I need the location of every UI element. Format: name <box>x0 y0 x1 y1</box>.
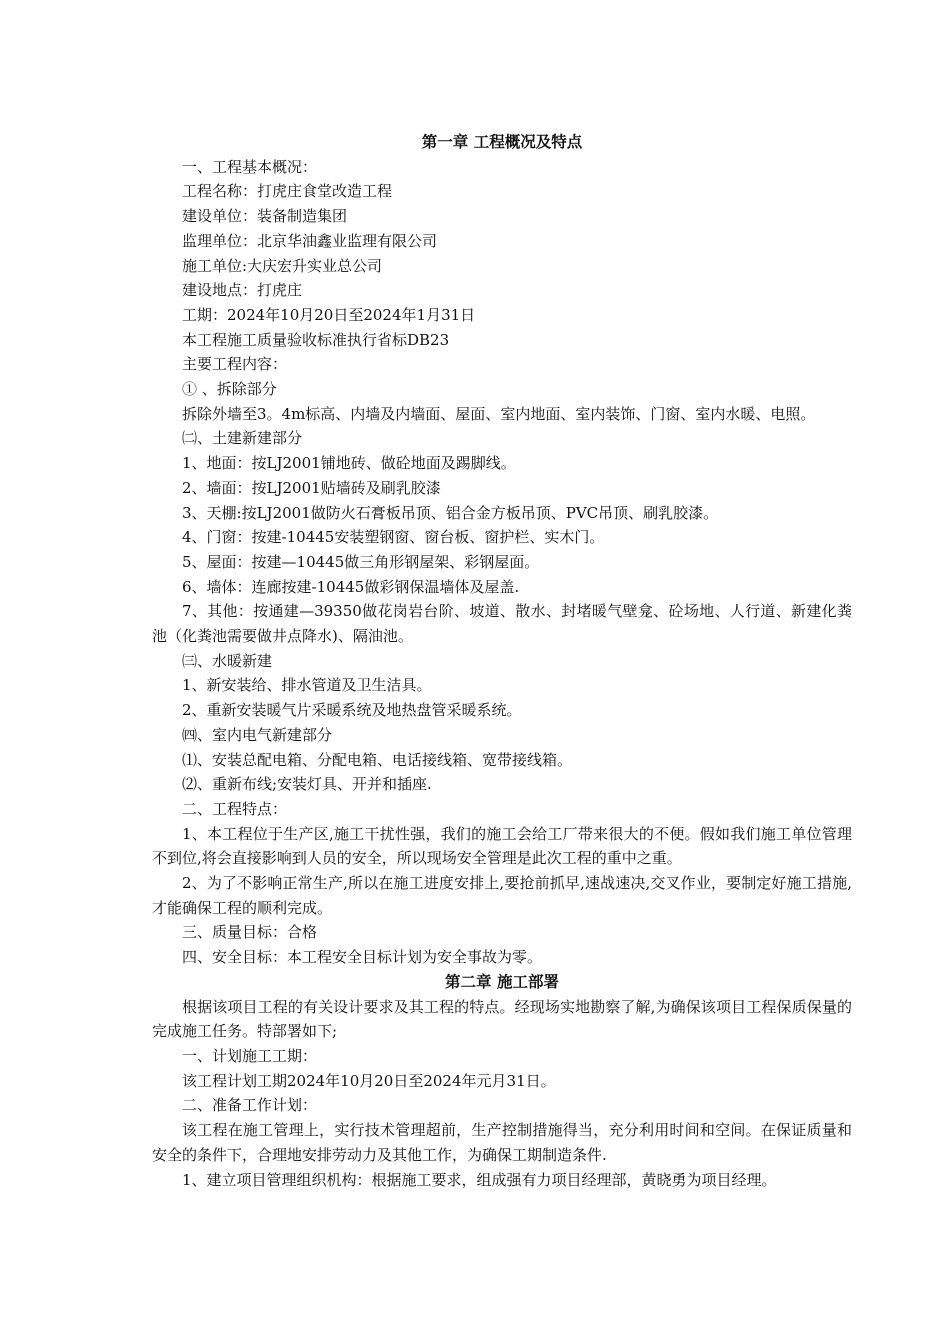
chapter-1-body <box>152 155 852 970</box>
paragraph: 监理单位：北京华油鑫业监理有限公司 <box>182 231 438 250</box>
paragraph: 建设单位：装备制造集团 <box>182 207 348 226</box>
paragraph: 根据该项目工程的有关设计要求及其工程的特点。经现场实地勘察了解,为确保该项目工程保质保量的完成施工任务。特部署如下; <box>152 997 852 1041</box>
paragraph: 该工程在施工管理上，实行技术管理超前，生产控制措施得当，充分利用时间和空间。在保证质量和安全的条件下，合理地安排劳动力及其他工作，为确保工期制造条件. <box>152 1121 852 1164</box>
paragraph: 建设地点：打虎庄 <box>182 281 303 300</box>
paragraph: 2、墙面：按LJ2001贴墙砖及刷乳胶漆 <box>182 478 441 497</box>
paragraph: 三、质量目标：合格 <box>182 923 318 942</box>
paragraph: ㈢、水暖新建 <box>182 651 273 670</box>
document-body <box>152 130 852 1192</box>
paragraph: 4、门窗：按建-10445安装塑钢窗、窗台板、窗护栏、实木门。 <box>182 528 605 547</box>
paragraph: 本工程施工质量验收标准执行省标DB23 <box>182 330 450 349</box>
paragraph: ㈣、室内电气新建部分 <box>182 725 333 744</box>
paragraph: 四、安全目标：本工程安全目标计划为安全事故为零。 <box>182 948 543 967</box>
paragraph: 6、墙体：连廊按建-10445做彩钢保温墙体及屋盖. <box>182 577 520 596</box>
paragraph: 施工单位:大庆宏升实业总公司 <box>182 256 383 275</box>
paragraph: 主要工程内容： <box>182 355 288 374</box>
paragraph: ㈡、土建新建部分 <box>182 429 303 448</box>
paragraph: 一、工程基本概况： <box>182 157 318 176</box>
paragraph: 2、重新安装暖气片采暖系统及地热盘管采暖系统。 <box>182 701 522 720</box>
paragraph: 二、工程特点： <box>182 799 288 818</box>
paragraph: 1、地面：按LJ2001铺地砖、做砼地面及踢脚线。 <box>182 454 516 473</box>
paragraph: 二、准备工作计划： <box>182 1096 318 1115</box>
paragraph: 7、其他：按通建—39350做花岗岩台阶、坡道、散水、封堵暖气壁龛、砼场地、人行道、新建化粪池（化粪池需要做井点降水)、隔油池。 <box>152 602 852 646</box>
paragraph: 一、计划施工工期： <box>182 1046 318 1065</box>
paragraph: 2、为了不影响正常生产,所以在施工进度安排上,要抢前抓早,速战速决,交叉作业，要制定好施工措施,才能确保工程的顺利完成。 <box>152 874 852 917</box>
paragraph: 1、本工程位于生产区,施工干扰性强，我们的施工会给工厂带来很大的不便。假如我们施工单位管理不到位,将会直接影响到人员的安全，所以现场安全管理是此次工程的重中之重。 <box>152 824 852 868</box>
paragraph: 1、新安装给、排水管道及卫生洁具。 <box>182 676 432 695</box>
paragraph: 工程名称：打虎庄食堂改造工程 <box>182 182 393 201</box>
paragraph: 1、建立项目管理组织机构：根据施工要求，组成强有力项目经理部，黄晓勇为项目经理。 <box>182 1170 777 1189</box>
paragraph: ⑵、重新布线;安装灯具、开并和插座. <box>182 775 432 794</box>
chapter-2-title: 第二章 施工部署 <box>445 971 559 991</box>
paragraph: ⑴、安装总配电箱、分配电箱、电话接线箱、宽带接线箱。 <box>182 750 573 769</box>
paragraph: 工期：2024年10月20日至2024年1月31日 <box>182 305 476 324</box>
paragraph: 3、天棚:按LJ2001做防火石膏板吊顶、铝合金方板吊顶、PVC吊顶、刷乳胶漆。 <box>182 503 719 522</box>
paragraph: ① 、拆除部分 <box>182 380 277 399</box>
paragraph: 拆除外墙至3。4m标高、内墙及内墙面、屋面、室内地面、室内装饰、门窗、室内水暖、电照。 <box>182 404 816 423</box>
paragraph: 该工程计划工期2024年10月20日至2024年元月31日。 <box>182 1071 556 1090</box>
chapter-1-title: 第一章 工程概况及特点 <box>421 132 583 151</box>
paragraph: 5、屋面：按建—10445做三角形钢屋架、彩钢屋面。 <box>182 552 540 571</box>
chapter-2-body <box>152 995 852 1193</box>
